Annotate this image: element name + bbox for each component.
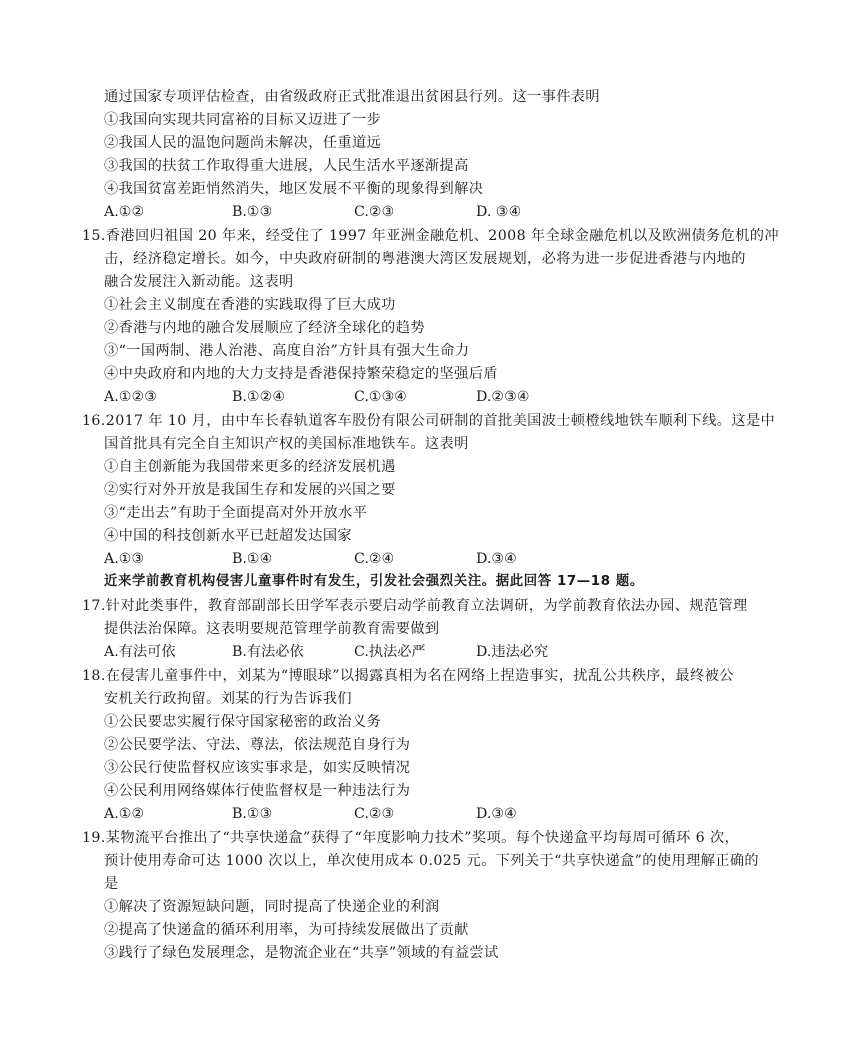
q18-stem-line-1: 18.在侵害儿童事件中，刘某为“博眼球”以揭露真相为名在网络上捏造事实，扰乱公共秩序，最终被公 [82, 668, 734, 684]
q19-stem-line-3: 是 [104, 876, 119, 892]
q18-statement-4: ④公民利用网络媒体行使监督权是一种违法行为 [104, 783, 411, 799]
q16-stem-line-1: 16.2017 年 10 月，由中车长春轨道客车股份有限公司研制的首批美国波士顿橙线地铁车顺利下线。这是中 [82, 413, 776, 429]
q15-option-b: B.①②④ [232, 389, 286, 405]
q15-option-a: A.①②③ [104, 389, 157, 405]
q17-option-c: C.执法必严 [354, 644, 426, 660]
q18-option-c: C.②③ [354, 806, 395, 822]
q15-option-c: C.①③④ [354, 389, 408, 405]
q15-statement-2: ②香港与内地的融合发展顺应了经济全球化的趋势 [104, 320, 425, 336]
q15-stem-line-1: 15.香港回归祖国 20 年来，经受住了 1997 年亚洲金融危机、2008 年全球金融危机以及欧洲债务危机的冲 [82, 228, 779, 244]
q15-stem-line-3: 融合发展注入新动能。这表明 [104, 274, 294, 290]
q18-option-b: B.①③ [232, 806, 273, 822]
q19-statement-3: ③践行了绿色发展理念，是物流企业在“共享”领域的有益尝试 [104, 945, 499, 961]
q15-option-d: D.②③④ [476, 389, 530, 405]
q19-statement-2: ②提高了快递盒的循环利用率，为可持续发展做出了贡献 [104, 922, 469, 938]
q14-statement-2: ②我国人民的温饱问题尚未解决，任重道远 [104, 135, 382, 151]
q18-statement-2: ②公民要学法、守法、尊法，依法规范自身行为 [104, 737, 411, 753]
q18-stem-line-2: 安机关行政拘留。刘某的行为告诉我们 [104, 691, 352, 707]
q16-option-d: D.③④ [476, 551, 517, 567]
q16-option-b: B.①④ [232, 551, 273, 567]
q16-option-a: A.①③ [104, 551, 145, 567]
q18-option-d: D.③④ [476, 806, 517, 822]
q17-stem-line-2: 提供法治保障。这表明要规范管理学前教育需要做到 [104, 621, 440, 637]
q14-option-a: A.①② [104, 204, 145, 220]
q19-stem-line-2: 预计使用寿命可达 1000 次以上，单次使用成本 0.025 元。下列关于“共享快递盒”的使用理解正确的 [104, 853, 760, 869]
q16-statement-1: ①自主创新能为我国带来更多的经济发展机遇 [104, 459, 396, 475]
q17-option-b: B.有法必依 [232, 644, 304, 660]
q16-statement-4: ④中国的科技创新水平已赶超发达国家 [104, 528, 352, 544]
q19-stem-line-1: 19.某物流平台推出了“共享快递盒”获得了“年度影响力技术”奖项。每个快递盒平均每周可循环 6 次， [82, 830, 740, 846]
q18-statement-1: ①公民要忠实履行保守国家秘密的政治义务 [104, 714, 382, 730]
q14-option-b: B.①③ [232, 204, 273, 220]
q18-statement-3: ③公民行使监督权应该实事求是，如实反映情况 [104, 760, 411, 776]
q15-statement-3: ③“一国两制、港人治港、高度自治”方针具有强大生命力 [104, 343, 470, 359]
q15-statement-1: ①社会主义制度在香港的实践取得了巨大成功 [104, 297, 396, 313]
q14-option-d: D. ③④ [476, 204, 522, 220]
q18-option-a: A.①② [104, 806, 145, 822]
q15-stem-line-2: 击，经济稳定增长。如今，中央政府研制的粤港澳大湾区发展规划，必将为进一步促进香港与内地的 [104, 251, 746, 267]
q19-statement-1: ①解决了资源短缺问题，同时提高了快递企业的利润 [104, 899, 440, 915]
q16-statement-2: ②实行对外开放是我国生存和发展的兴国之要 [104, 482, 396, 498]
q14-stem: 通过国家专项评估检查，由省级政府正式批准退出贫困县行列。这一事件表明 [104, 89, 600, 105]
q17-stem-line-1: 17.针对此类事件，教育部副部长田学军表示要启动学前教育立法调研，为学前教育依法办园、规范管理 [82, 598, 748, 614]
q14-statement-1: ①我国向实现共同富裕的目标又迈进了一步 [104, 112, 382, 128]
q14-option-c: C.②③ [354, 204, 395, 220]
material-note: 近来学前教育机构侵害儿童事件时有发生，引发社会强烈关注。据此回答 17—18 题。 [104, 574, 644, 589]
q15-statement-4: ④中央政府和内地的大力支持是香港保持繁荣稳定的坚强后盾 [104, 366, 498, 382]
q17-option-a: A.有法可依 [104, 644, 176, 660]
q17-option-d: D.违法必究 [476, 644, 549, 660]
q14-statement-4: ④我国贫富差距悄然消失，地区发展不平衡的现象得到解决 [104, 181, 484, 197]
q16-stem-line-2: 国首批具有完全自主知识产权的美国标准地铁车。这表明 [104, 436, 469, 452]
q16-statement-3: ③“走出去”有助于全面提高对外开放水平 [104, 505, 368, 521]
q14-statement-3: ③我国的扶贫工作取得重大进展，人民生活水平逐渐提高 [104, 158, 469, 174]
q16-option-c: C.②④ [354, 551, 395, 567]
